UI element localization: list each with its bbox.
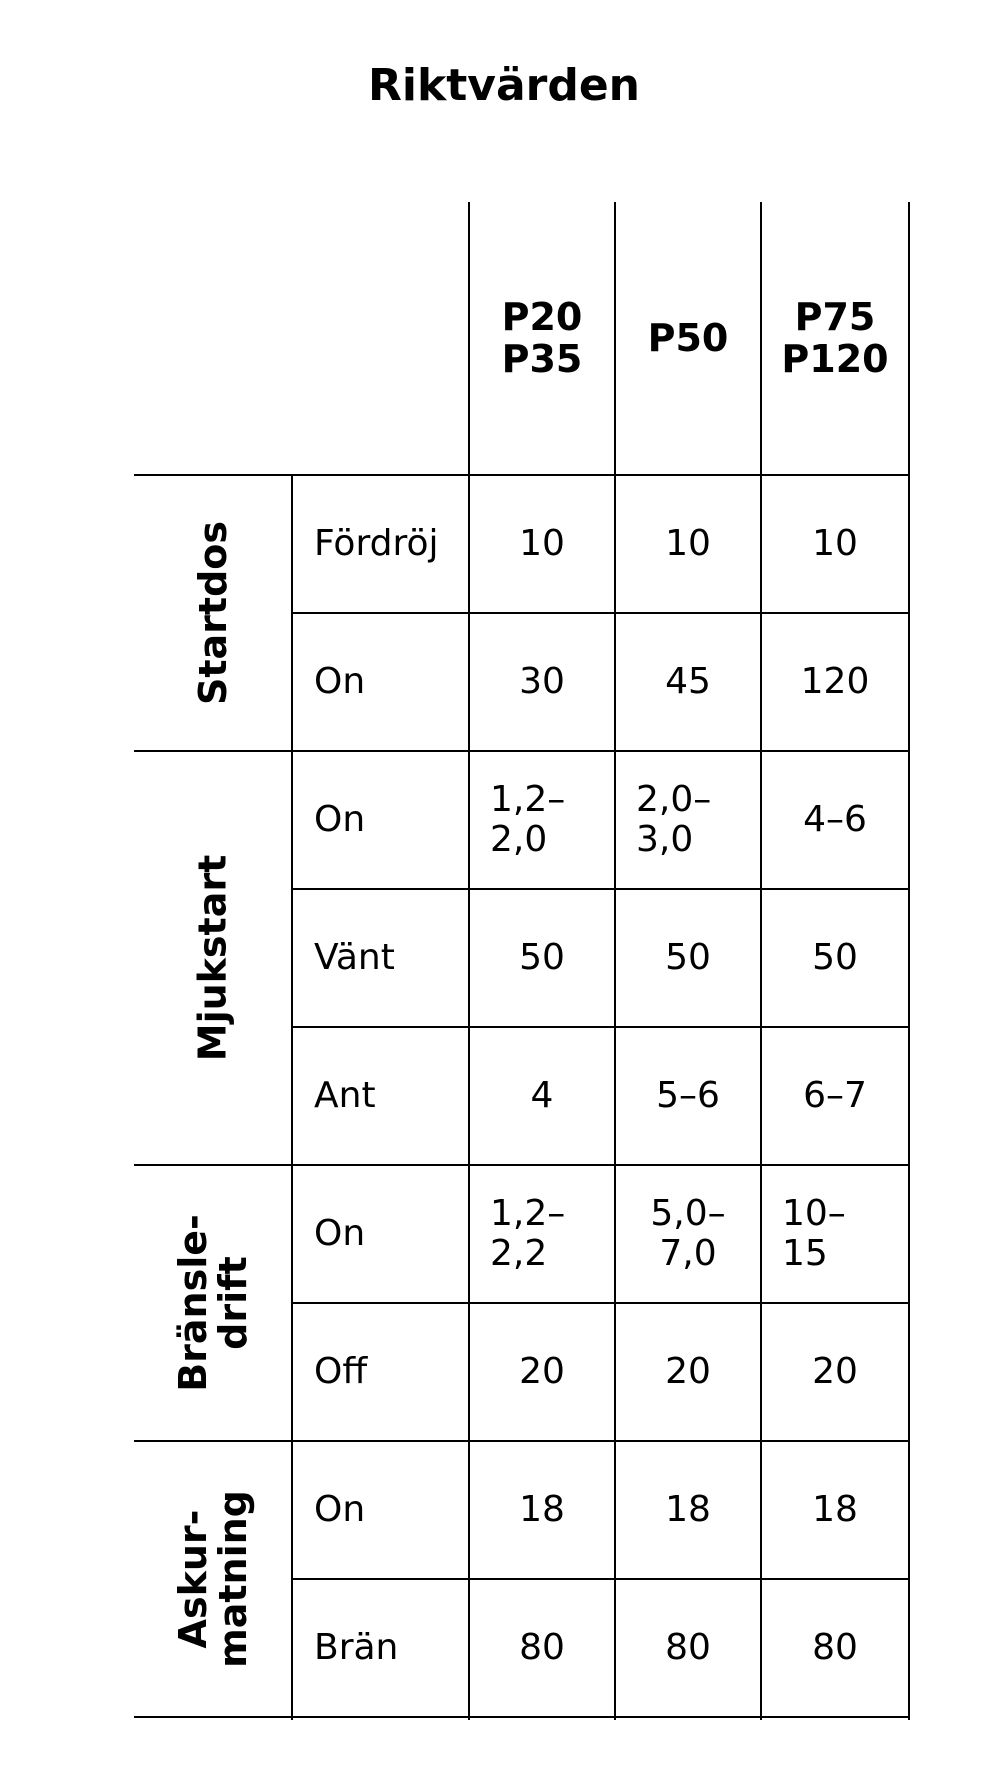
table-cell: 80	[665, 1627, 711, 1668]
table-cell: 1,2– 2,0	[490, 779, 566, 860]
table-cell: 80	[812, 1627, 858, 1668]
column-header: P20 P35	[501, 295, 583, 381]
row-label: Fördröj	[314, 523, 439, 564]
table-cell: 1,2– 2,2	[490, 1193, 566, 1274]
table-cell: 18	[519, 1489, 565, 1530]
table-cell: 5,0– 7,0	[650, 1193, 726, 1274]
table-cell: 2,0– 3,0	[636, 779, 712, 860]
table-cell: 45	[665, 661, 711, 702]
table-cell: 5–6	[656, 1075, 720, 1116]
table-cell: 10	[665, 523, 711, 564]
group-label-startdos: Startdos	[190, 520, 235, 706]
group-label-bransledrift: Bränsle- drift	[170, 1214, 255, 1392]
row-label: Brän	[314, 1627, 399, 1668]
column-header: P50	[647, 316, 729, 360]
row-label: Off	[314, 1351, 368, 1392]
table-cell: 50	[519, 937, 565, 978]
row-label: Ant	[314, 1075, 376, 1116]
group-label-askurmatning: Askur- matning	[170, 1490, 255, 1668]
table-border-line	[908, 202, 910, 1720]
row-label: On	[314, 1213, 366, 1254]
group-label-mjukstart: Mjukstart	[190, 854, 235, 1062]
table-cell: 50	[665, 937, 711, 978]
table-cell: 20	[812, 1351, 858, 1392]
table-cell: 18	[812, 1489, 858, 1530]
table-cell: 10	[812, 523, 858, 564]
row-label: On	[314, 661, 366, 702]
table-cell: 6–7	[803, 1075, 867, 1116]
table-cell: 4–6	[803, 799, 867, 840]
table-cell: 120	[800, 661, 870, 702]
table-cell: 80	[519, 1627, 565, 1668]
row-label: Vänt	[314, 937, 395, 978]
table-cell: 30	[519, 661, 565, 702]
table-cell: 50	[812, 937, 858, 978]
table-cell: 20	[519, 1351, 565, 1392]
table-cell: 20	[665, 1351, 711, 1392]
row-label: On	[314, 799, 366, 840]
table-cell: 18	[665, 1489, 711, 1530]
table-cell: 10– 15	[782, 1193, 846, 1274]
table-cell: 10	[519, 523, 565, 564]
page-title: Riktvärden	[368, 60, 640, 111]
table-cell: 4	[530, 1075, 554, 1116]
table-border-line	[134, 1716, 910, 1718]
row-label: On	[314, 1489, 366, 1530]
column-header: P75 P120	[781, 295, 889, 381]
